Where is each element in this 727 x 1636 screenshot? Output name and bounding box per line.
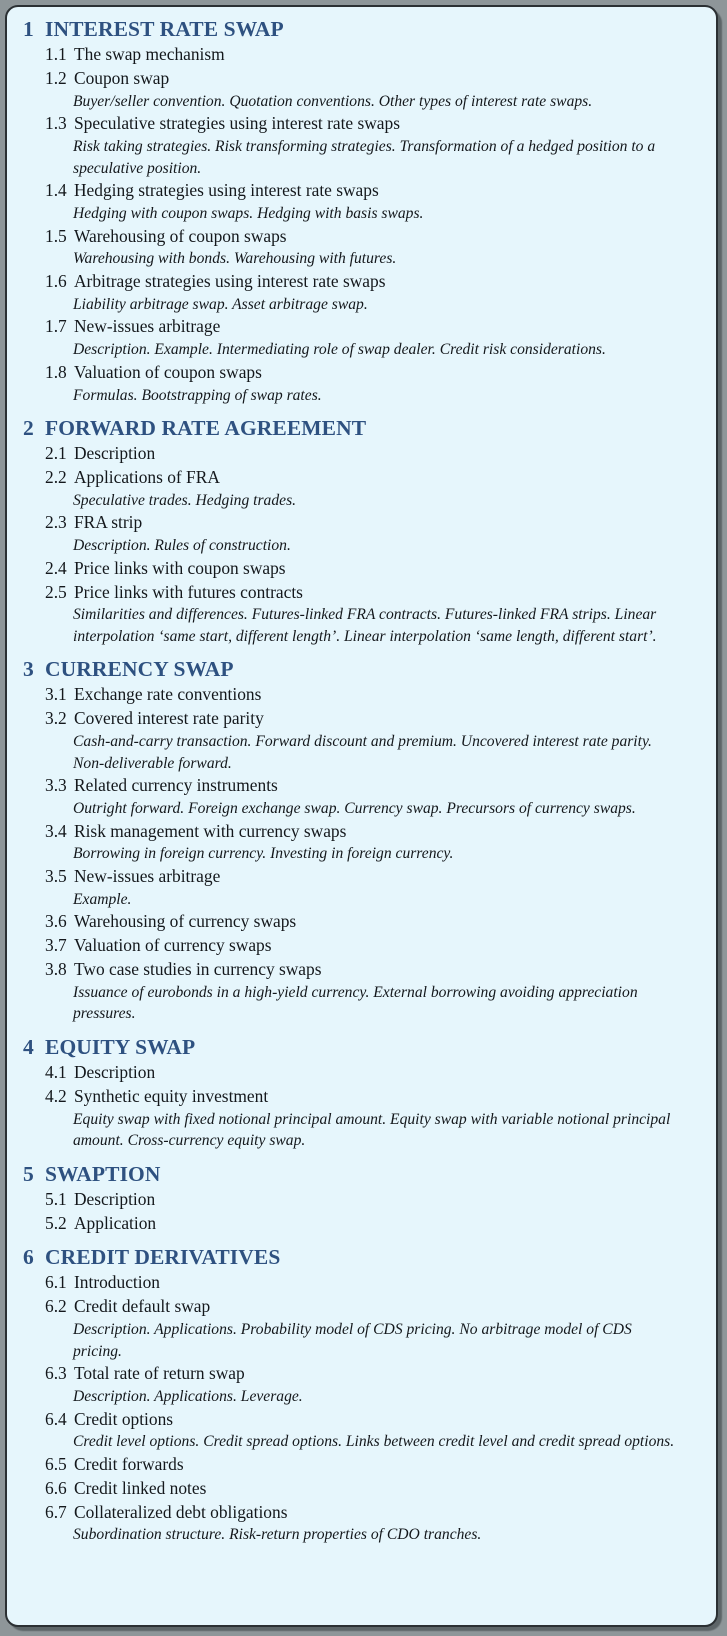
section-title: Related currency instruments <box>74 775 278 796</box>
section-title: Application <box>74 1212 157 1233</box>
section-number: 6.2 <box>45 1296 67 1317</box>
section-number: 6.7 <box>45 1501 67 1522</box>
chapter-number: 4 <box>23 1035 34 1060</box>
section-number: 5.2 <box>45 1212 67 1233</box>
section-heading[interactable] <box>21 820 702 844</box>
section <box>21 1188 702 1212</box>
section-number: 3.6 <box>45 911 67 932</box>
section-description: Similarities and differences. Futures-linked FRA contracts. Futures-linked FRA strips. Linear interpolation ‘same start, different length’. Linear interpolation ‘same length, different start’. <box>73 606 657 645</box>
section <box>21 1295 702 1362</box>
section-number: 6.3 <box>45 1363 67 1384</box>
section-number: 3.2 <box>45 708 67 729</box>
section-heading[interactable] <box>21 581 702 605</box>
section-heading[interactable] <box>21 707 702 731</box>
section-heading[interactable] <box>21 958 702 982</box>
section-description: Warehousing with bonds. Warehousing with futures. <box>73 250 397 268</box>
section <box>21 958 702 1025</box>
section-title: Applications of FRA <box>74 466 220 487</box>
chapter-heading[interactable] <box>21 1244 702 1271</box>
chapter-heading[interactable] <box>21 1034 702 1061</box>
section-heading[interactable] <box>21 934 702 958</box>
section-number: 6.4 <box>45 1408 67 1429</box>
section-title: Exchange rate conventions <box>74 684 262 705</box>
section-title: Synthetic equity investment <box>74 1085 269 1106</box>
section-number: 3.7 <box>45 935 67 956</box>
section-description: Hedging with coupon swaps. Hedging with basis swaps. <box>73 204 424 222</box>
section-number: 2.4 <box>45 557 67 578</box>
section <box>21 581 702 648</box>
section-description: Speculative trades. Hedging trades. <box>73 491 297 509</box>
section <box>21 1501 702 1546</box>
chapter-heading[interactable] <box>21 415 702 442</box>
section-title: Credit default swap <box>74 1296 211 1317</box>
section-heading[interactable] <box>21 910 702 934</box>
section <box>21 43 702 67</box>
section <box>21 1408 702 1453</box>
section-description: Outright forward. Foreign exchange swap. Currency swap. Precursors of currency swaps. <box>73 800 636 818</box>
section-heading[interactable] <box>21 865 702 889</box>
section-title: Introduction <box>74 1272 160 1293</box>
chapter-number: 1 <box>23 17 34 41</box>
section-number: 1.2 <box>45 67 67 88</box>
section-heading[interactable] <box>21 225 702 249</box>
section-number: 2.1 <box>45 443 67 464</box>
section-title: Risk management with currency swaps <box>74 820 347 841</box>
chapter-number: 3 <box>23 657 34 682</box>
section-description: Description. Rules of construction. <box>73 537 291 555</box>
section <box>21 820 702 865</box>
section-description: Liability arbitrage swap. Asset arbitrage swap. <box>73 295 368 313</box>
section-description: Subordination structure. Risk-return properties of CDO tranches. <box>73 1526 482 1544</box>
chapter <box>21 656 702 1025</box>
section <box>21 774 702 819</box>
section-number: 3.1 <box>45 684 67 705</box>
section <box>21 910 702 934</box>
section-number: 3.5 <box>45 866 67 887</box>
section-number: 6.1 <box>45 1272 67 1293</box>
section-description: Description. Applications. Leverage. <box>73 1387 303 1405</box>
section <box>21 225 702 270</box>
section-title: Total rate of return swap <box>74 1363 245 1384</box>
chapter-number: 5 <box>23 1161 34 1186</box>
section-title: Description <box>74 1062 156 1083</box>
table-of-contents-card <box>5 5 718 1627</box>
section-heading[interactable] <box>21 511 702 535</box>
chapter <box>21 16 702 406</box>
section-heading[interactable] <box>21 442 702 466</box>
chapter-title: FORWARD RATE AGREEMENT <box>45 416 367 441</box>
section-title: Description <box>74 1188 156 1209</box>
chapter-number: 6 <box>23 1245 34 1270</box>
section-title: Credit linked notes <box>74 1477 207 1498</box>
section-description: Equity swap with fixed notional principal amount. Equity swap with variable notional principal amount. Cross-currency equity swap. <box>73 1110 671 1150</box>
section <box>21 112 702 179</box>
section-description: Issuance of eurobonds in a high-yield currency. External borrowing avoiding appreciation pressures. <box>73 983 638 1023</box>
section-heading[interactable] <box>21 683 702 707</box>
section-heading[interactable] <box>21 67 702 91</box>
section-heading[interactable] <box>21 112 702 136</box>
section-heading[interactable] <box>21 315 702 339</box>
section-description: Description. Example. Intermediating role of swap dealer. Credit risk considerations. <box>73 341 606 359</box>
section-description: Description. Applications. Probability model of CDS pricing. No arbitrage model of CDS pricing. <box>73 1320 632 1360</box>
section <box>21 707 702 774</box>
section-title: Coupon swap <box>74 67 170 88</box>
section-title: FRA strip <box>74 512 143 533</box>
section-number: 3.3 <box>45 775 67 796</box>
section <box>21 1212 702 1236</box>
section-title: Description <box>74 443 156 464</box>
section-heading[interactable] <box>21 1477 702 1501</box>
section-heading[interactable] <box>21 361 702 385</box>
section-title: Covered interest rate parity <box>74 708 264 729</box>
section-heading[interactable] <box>21 1362 702 1386</box>
section-title: Credit options <box>74 1408 174 1429</box>
section <box>21 934 702 958</box>
section <box>21 511 702 556</box>
section-description: Buyer/seller convention. Quotation conventions. Other types of interest rate swaps. <box>73 92 593 110</box>
section-description: Example. <box>73 890 132 908</box>
section-heading[interactable] <box>21 466 702 490</box>
section-heading[interactable] <box>21 179 702 203</box>
section-number: 1.1 <box>45 44 67 64</box>
chapter-title: SWAPTION <box>45 1161 161 1186</box>
section-number: 2.2 <box>45 466 67 487</box>
chapter-number: 2 <box>23 416 34 441</box>
section <box>21 1362 702 1407</box>
section-number: 3.4 <box>45 820 67 841</box>
section-heading[interactable] <box>21 1501 702 1525</box>
section <box>21 466 702 511</box>
section-title: Valuation of coupon swaps <box>74 361 262 382</box>
section-title: Collateralized debt obligations <box>74 1501 288 1522</box>
chapter-title: CURRENCY SWAP <box>45 657 234 682</box>
chapter <box>21 415 702 647</box>
section-number: 5.1 <box>45 1188 67 1209</box>
section-title: Hedging strategies using interest rate swaps <box>74 180 379 201</box>
section <box>21 1061 702 1085</box>
chapter-title: EQUITY SWAP <box>45 1035 196 1060</box>
section-title: Valuation of currency swaps <box>74 935 272 956</box>
chapter-title: CREDIT DERIVATIVES <box>45 1245 281 1270</box>
section-description: Formulas. Bootstrapping of swap rates. <box>73 386 322 404</box>
section-heading[interactable] <box>21 1408 702 1432</box>
section <box>21 1477 702 1501</box>
section-description: Cash-and-carry transaction. Forward discount and premium. Uncovered interest rate parity. Non-deliverable forward. <box>73 733 652 772</box>
section-title: Two case studies in currency swaps <box>74 959 322 980</box>
section-heading[interactable] <box>21 774 702 798</box>
section-title: Arbitrage strategies using interest rate swaps <box>74 270 386 291</box>
chapter-heading[interactable] <box>21 1161 702 1188</box>
section-description: Borrowing in foreign currency. Investing in foreign currency. <box>73 845 454 863</box>
section <box>21 1271 702 1295</box>
section <box>21 67 702 112</box>
section-title: New-issues arbitrage <box>74 316 221 337</box>
section-heading[interactable] <box>21 1188 702 1212</box>
section-description: Credit level options. Credit spread options. Links between credit level and credit spread options. <box>73 1433 675 1451</box>
section-number: 1.8 <box>45 361 67 382</box>
section <box>21 361 702 406</box>
section-number: 2.5 <box>45 581 67 602</box>
section-heading[interactable] <box>21 1212 702 1236</box>
section-number: 3.8 <box>45 959 67 980</box>
section-heading[interactable] <box>21 557 702 581</box>
section-heading[interactable] <box>21 43 702 67</box>
section <box>21 442 702 466</box>
section-title: New-issues arbitrage <box>74 866 221 887</box>
section-title: Price links with coupon swaps <box>74 557 286 578</box>
section <box>21 1085 702 1152</box>
toc-content <box>21 16 702 1546</box>
chapter-title: INTEREST RATE SWAP <box>45 17 284 41</box>
chapter-heading[interactable] <box>21 16 702 43</box>
section <box>21 557 702 581</box>
section <box>21 315 702 360</box>
chapter-heading[interactable] <box>21 656 702 683</box>
section <box>21 270 702 315</box>
section-number: 1.3 <box>45 113 67 134</box>
section-number: 1.7 <box>45 316 67 337</box>
section-number: 6.6 <box>45 1477 67 1498</box>
section <box>21 179 702 224</box>
section-number: 1.4 <box>45 180 67 201</box>
section <box>21 1453 702 1477</box>
section <box>21 683 702 707</box>
section-number: 4.1 <box>45 1062 67 1083</box>
chapter <box>21 1244 702 1546</box>
section-title: Warehousing of coupon swaps <box>74 225 287 246</box>
section-number: 1.5 <box>45 225 67 246</box>
section-title: Price links with futures contracts <box>74 581 303 602</box>
section-number: 2.3 <box>45 512 67 533</box>
section-number: 4.2 <box>45 1085 67 1106</box>
section-title: The swap mechanism <box>74 44 225 64</box>
section-heading[interactable] <box>21 1085 702 1109</box>
section-heading[interactable] <box>21 1295 702 1319</box>
section-description: Risk taking strategies. Risk transforming strategies. Transformation of a hedged position to a speculative position. <box>73 137 656 177</box>
section-title: Speculative strategies using interest rate swaps <box>74 113 400 134</box>
section-title: Warehousing of currency swaps <box>74 911 297 932</box>
section-heading[interactable] <box>21 1271 702 1295</box>
section-number: 6.5 <box>45 1453 67 1474</box>
section-heading[interactable] <box>21 1453 702 1477</box>
section-title: Credit forwards <box>74 1453 184 1474</box>
section-heading[interactable] <box>21 1061 702 1085</box>
chapter <box>21 1161 702 1236</box>
section-heading[interactable] <box>21 270 702 294</box>
chapter <box>21 1034 702 1152</box>
section <box>21 865 702 910</box>
section-number: 1.6 <box>45 270 67 291</box>
